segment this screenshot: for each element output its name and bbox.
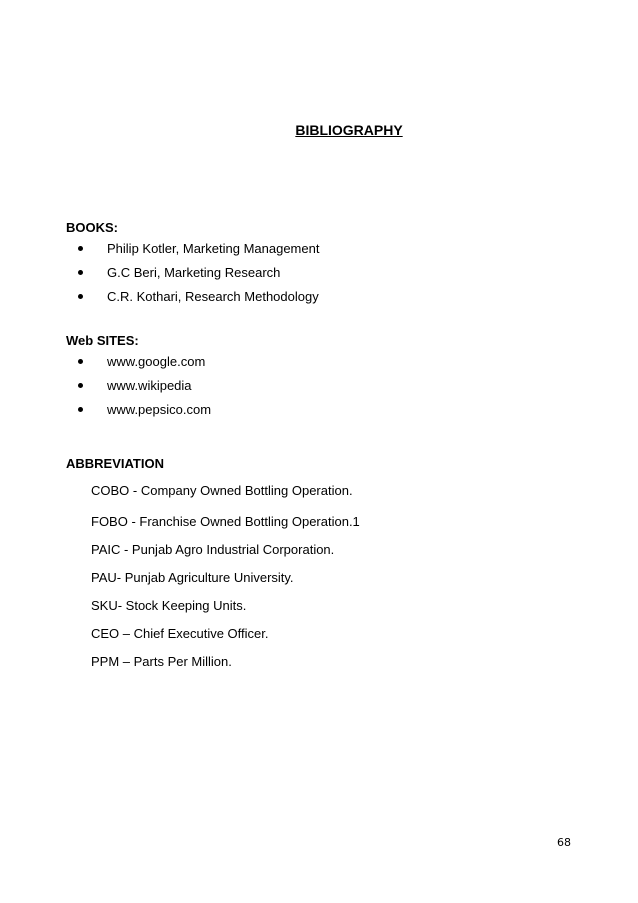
bullet-icon <box>78 294 83 299</box>
bullet-icon <box>78 246 83 251</box>
bullet-icon <box>78 270 83 275</box>
book-title: Philip Kotler, Marketing Management <box>107 241 320 256</box>
bullet-icon <box>78 359 83 364</box>
abbreviation-item: PAIC - Punjab Agro Industrial Corporation. <box>91 542 335 557</box>
abbreviation-item: PPM – Parts Per Million. <box>91 654 232 669</box>
abbreviation-list <box>91 483 360 670</box>
abbreviation-item: FOBO - Franchise Owned Bottling Operation.1 <box>91 514 360 529</box>
web-sites-heading: Web SITES: <box>66 333 139 348</box>
page-title: BIBLIOGRAPHY <box>295 122 403 138</box>
website-url: www.wikipedia <box>107 378 192 393</box>
page-number: 68 <box>557 836 571 849</box>
abbreviation-item: PAU- Punjab Agriculture University. <box>91 570 294 585</box>
book-title: G.C Beri, Marketing Research <box>107 265 281 280</box>
bullet-icon <box>78 383 83 388</box>
book-title: C.R. Kothari, Research Methodology <box>107 289 319 304</box>
website-url: www.google.com <box>107 354 206 369</box>
bullet-icon <box>78 407 83 412</box>
abbreviation-item: COBO - Company Owned Bottling Operation. <box>91 483 353 498</box>
books-heading: BOOKS: <box>66 220 118 235</box>
abbreviation-item: SKU- Stock Keeping Units. <box>91 598 247 613</box>
website-url: www.pepsico.com <box>107 402 212 417</box>
abbreviation-item: CEO – Chief Executive Officer. <box>91 626 269 641</box>
abbreviation-heading: ABBREVIATION <box>66 456 164 471</box>
